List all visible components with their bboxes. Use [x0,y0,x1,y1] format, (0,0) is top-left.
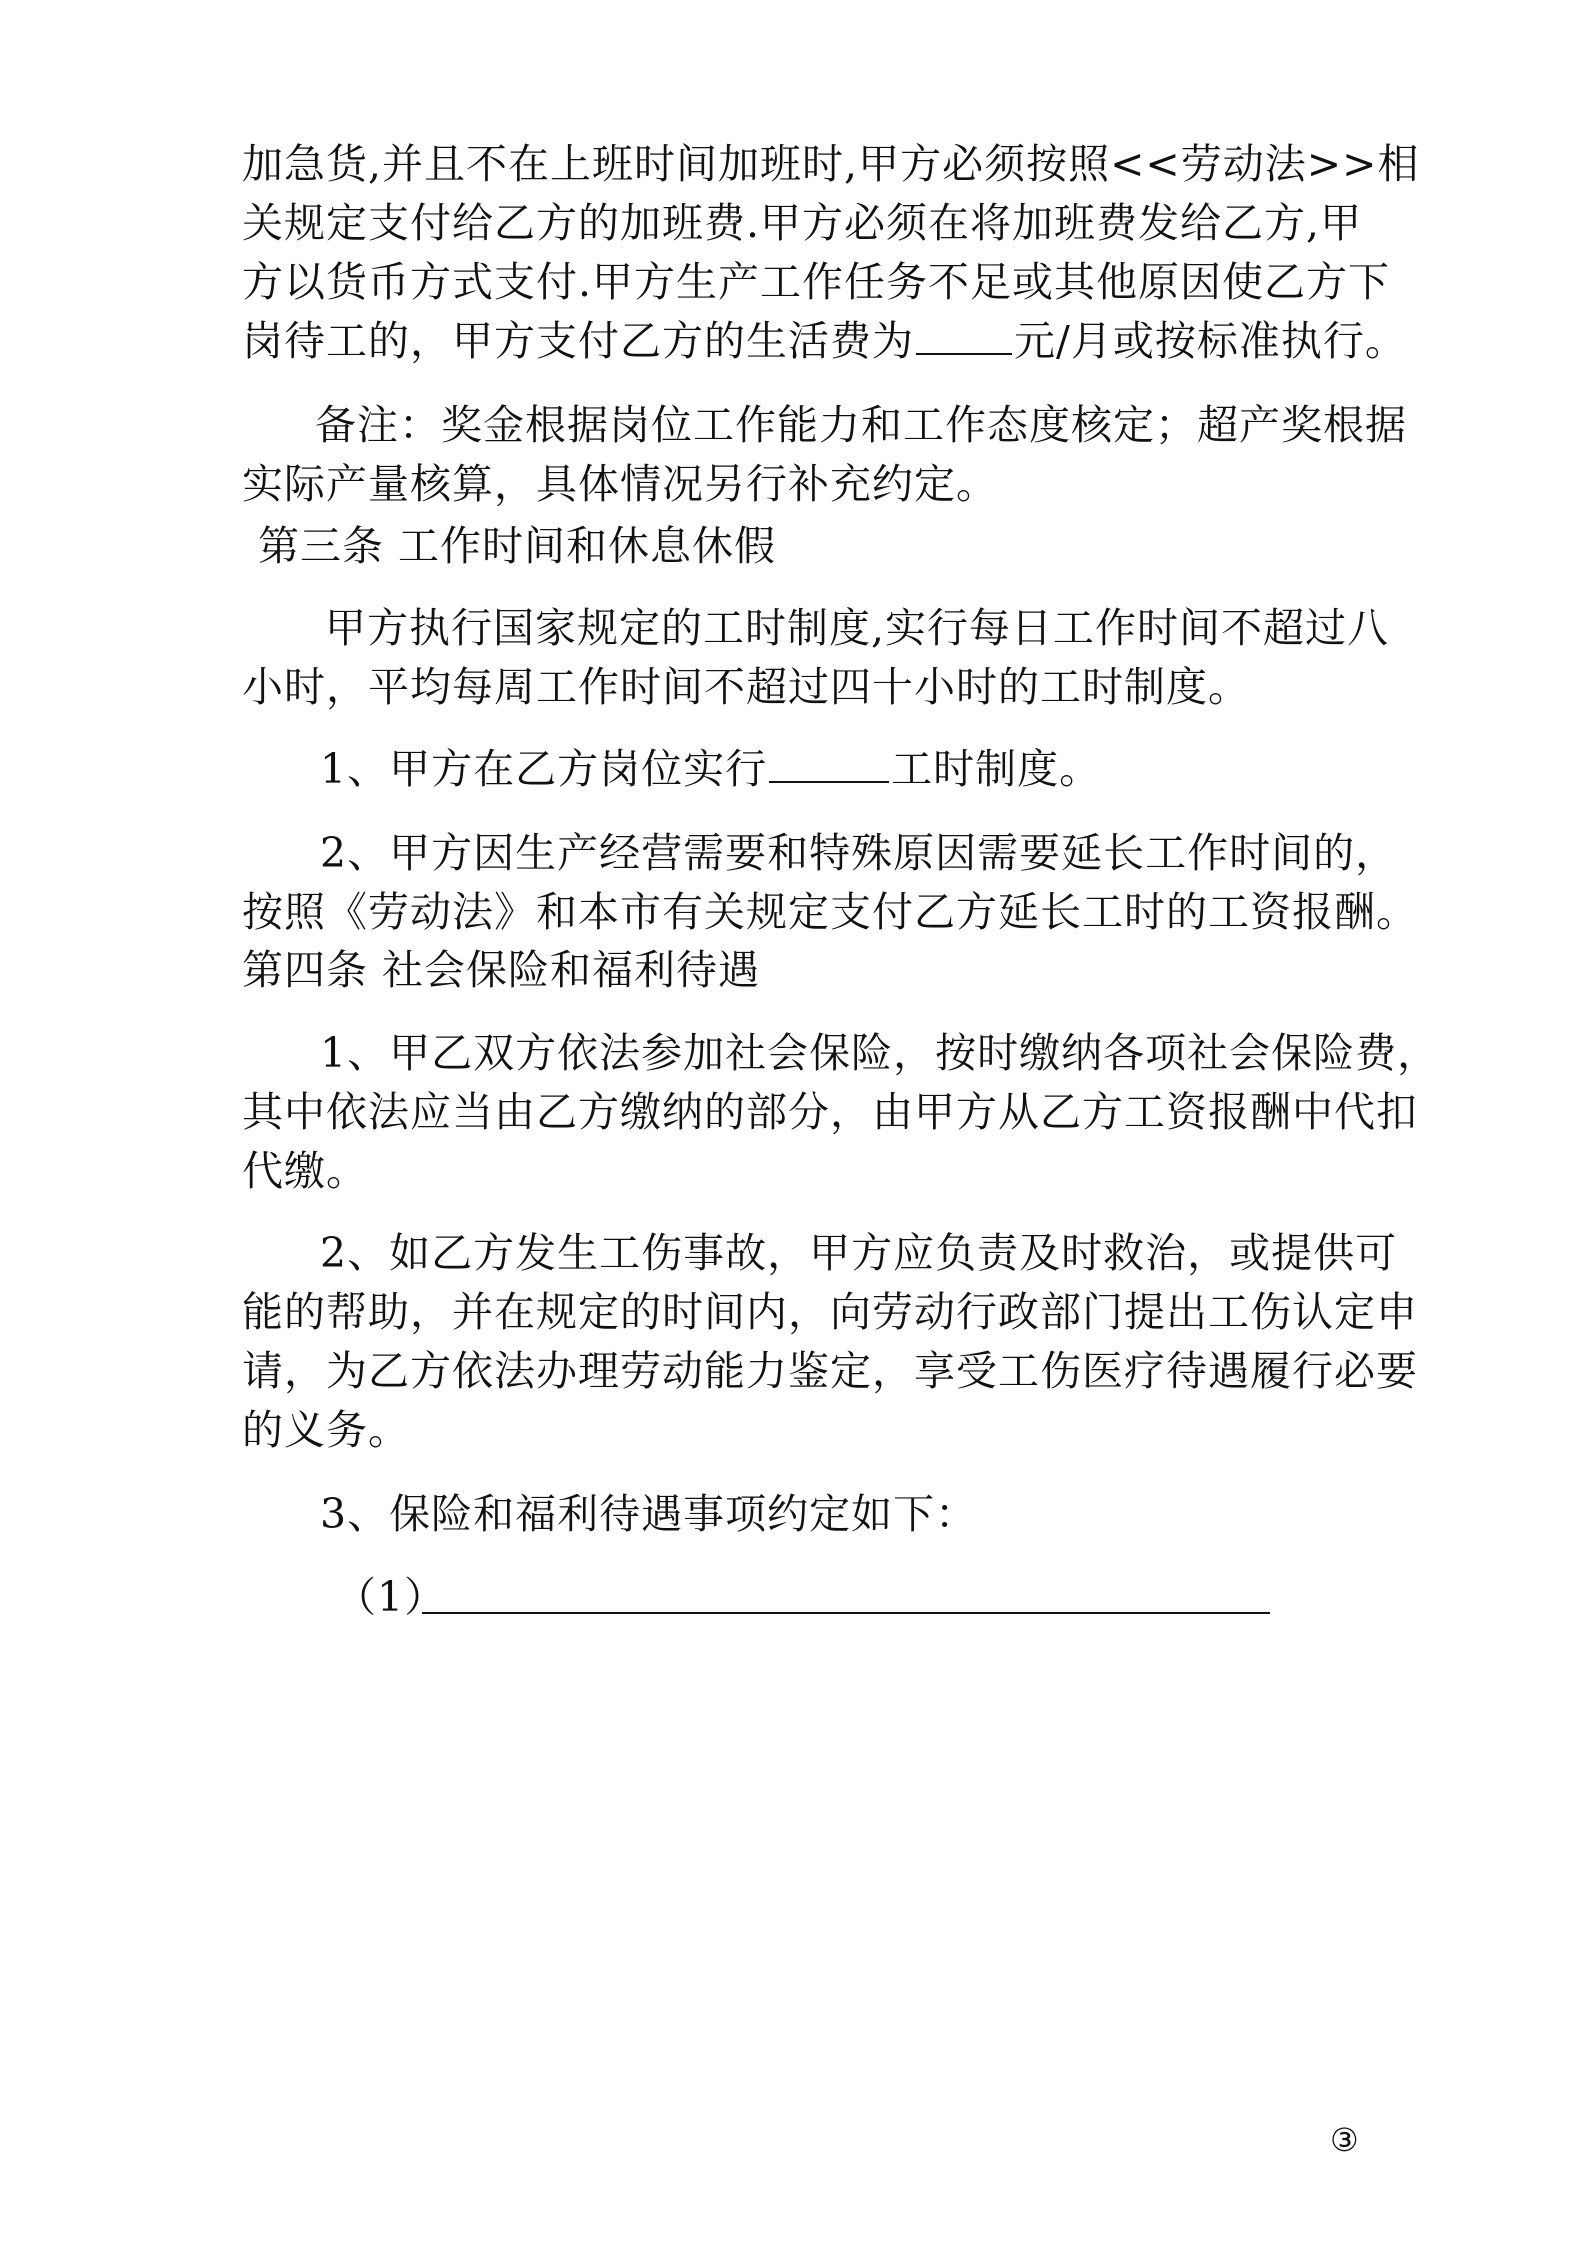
text-before-blank: 岗待工的，甲方支付乙方的生活费为 [242,317,914,365]
text-after-blank: 工时制度。 [891,745,1102,793]
paragraph-line: 按照《劳动法》和本市有关规定支付乙方延长工时的工资报酬。 [242,888,1418,936]
section-heading-article-4: 第四条 社会保险和福利待遇 [242,946,761,994]
paragraph-line: 其中依法应当由乙方缴纳的部分，由甲方从乙方工资报酬中代扣 [242,1088,1418,1136]
paragraph-line: 方以货币方式支付.甲方生产工作任务不足或其他原因使乙方下 [242,258,1391,306]
list-item: 3、保险和福利待遇事项约定如下： [320,1490,978,1538]
paragraph-line: 的义务。 [242,1406,410,1454]
paragraph-line: 加急货,并且不在上班时间加班时,甲方必须按照<<劳动法>>相 [242,140,1420,188]
sub-item-label: （1） [335,1573,447,1621]
text-after-blank: 元/月或按标准执行。 [1014,317,1407,365]
text-before-blank: 1、甲方在乙方岗位实行 [320,745,768,793]
list-item: 2、如乙方发生工伤事故，甲方应负责及时救治，或提供可 [320,1229,1398,1277]
paragraph-line: 关规定支付给乙方的加班费.甲方必须在将加班费发给乙方,甲 [242,199,1363,247]
section-heading-article-3: 第三条 工作时间和休息休假 [258,522,777,570]
paragraph-line: 小时，平均每周工作时间不超过四十小时的工时制度。 [242,663,1250,711]
list-item: 1、甲乙双方依法参加社会保险，按时缴纳各项社会保险费， [320,1029,1440,1077]
paragraph-line: 能的帮助，并在规定的时间内，向劳动行政部门提出工伤认定申 [242,1288,1418,1336]
fill-in-blank-living-allowance [916,315,1012,355]
note-line: 备注：奖金根据岗位工作能力和工作态度核定；超产奖根据 [315,401,1407,449]
list-item-with-blank [320,741,1101,797]
fill-in-blank-benefit-item-1 [422,1612,1270,1614]
paragraph-line: 甲方执行国家规定的工时制度,实行每日工作时间不超过八 [325,604,1390,652]
paragraph-line-with-blank [242,313,1407,369]
paragraph-line: 代缴。 [242,1147,368,1195]
paragraph-line: 请，为乙方依法办理劳动能力鉴定，享受工伤医疗待遇履行必要 [242,1347,1418,1395]
note-line: 实际产量核算，具体情况另行补充约定。 [242,460,998,508]
page-number: ③ [1330,2121,1359,2159]
fill-in-blank-hours-system [769,743,889,783]
list-item: 2、甲方因生产经营需要和特殊原因需要延长工作时间的， [320,829,1398,877]
